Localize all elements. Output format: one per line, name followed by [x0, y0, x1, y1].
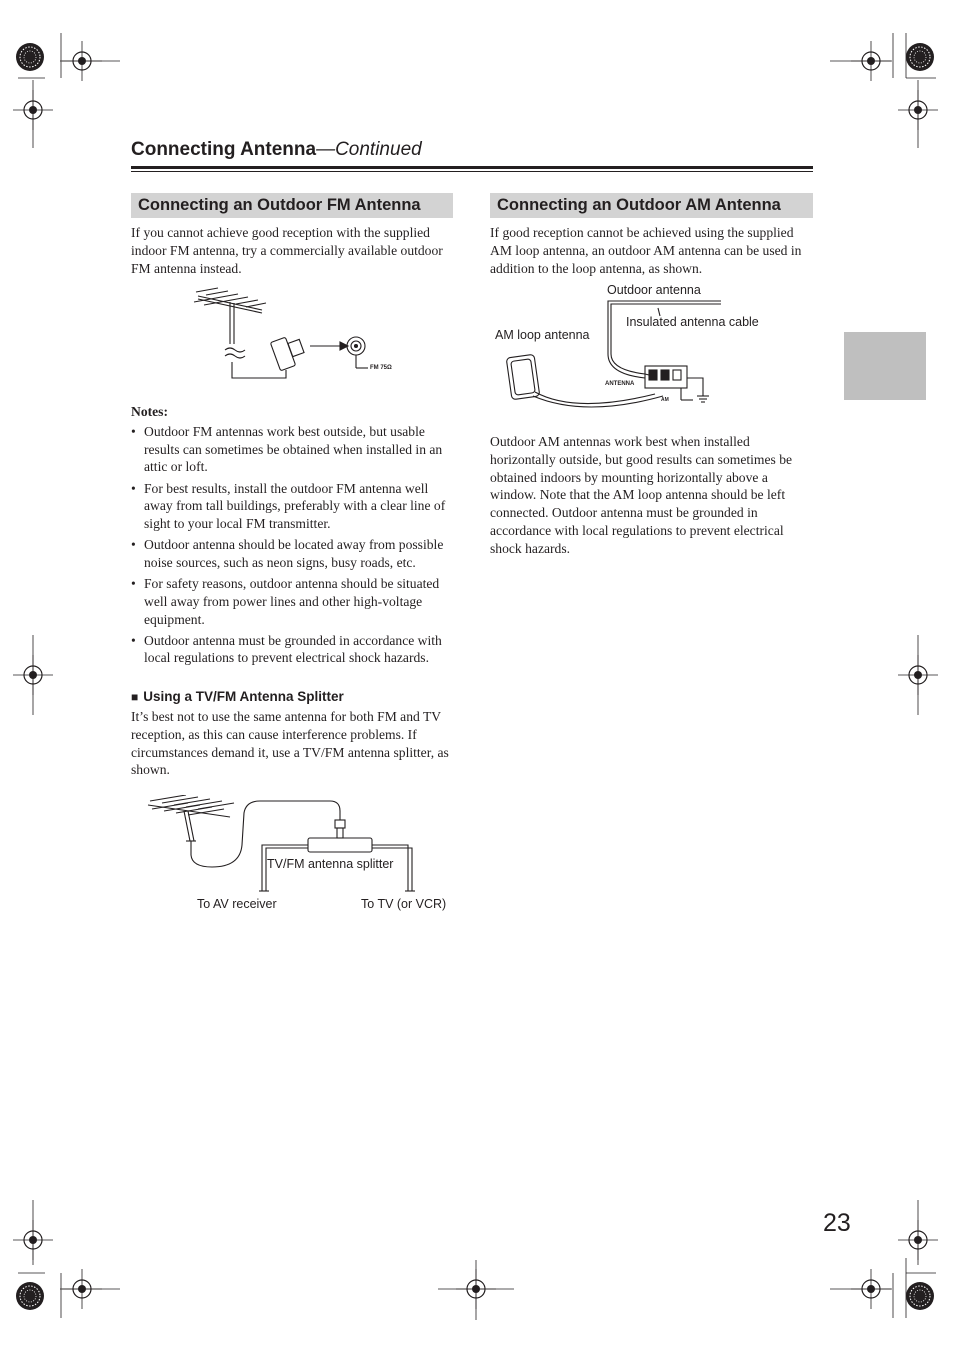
section-tab	[844, 332, 926, 400]
title-rule	[131, 166, 813, 169]
list-item: • For safety reasons, outdoor antenna should be situated well away from power lines and other high-voltage equipment.	[131, 575, 456, 628]
notes-list	[131, 423, 456, 671]
fm-section-heading: Connecting an Outdoor FM Antenna	[131, 193, 453, 218]
list-item: • Outdoor antenna must be grounded in accordance with local regulations to prevent electrical shock hazards.	[131, 632, 456, 667]
splitter-heading-text: Using a TV/FM Antenna Splitter	[143, 689, 344, 704]
list-item: • For best results, install the outdoor FM antenna well away from tall buildings, preferably with a clear line of sight to your local FM transmitter.	[131, 480, 456, 533]
splitter-heading	[131, 689, 344, 704]
splitter-label: TV/FM antenna splitter	[267, 857, 394, 871]
page-title-continued: —Continued	[316, 139, 422, 160]
title-rule-thin	[131, 171, 813, 172]
list-item: • Outdoor FM antennas work best outside, but usable results can sometimes be obtained when installed in an attic or loft.	[131, 423, 456, 476]
fm-jack-label: FM 75Ω	[370, 365, 392, 371]
to-av-label: To AV receiver	[197, 897, 277, 911]
page-number: 23	[823, 1209, 851, 1237]
page-title-text: Connecting Antenna	[131, 139, 317, 160]
terminal-antenna-label: ANTENNA	[605, 381, 635, 387]
notes-title: Notes:	[131, 404, 168, 419]
to-tv-label: To TV (or VCR)	[361, 897, 447, 911]
am-body-text: Outdoor AM antennas work best when installed horizontally outside, but good results can sometimes be obtained indoors by mounting horizontally above a window. Note that the AM loop antenna should be left connected. Outdoor antenna must be grounded in accordance with local regulations to prevent electrical shock hazards.	[490, 434, 793, 556]
page-title	[131, 139, 422, 161]
outdoor-antenna-label: Outdoor antenna	[607, 283, 701, 297]
am-section-heading: Connecting an Outdoor AM Antenna	[490, 193, 813, 218]
terminal-am-label: AM	[661, 397, 669, 403]
list-item: • Outdoor antenna should be located away from possible noise sources, such as neon signs, busy roads, etc.	[131, 536, 456, 571]
splitter-diagram	[140, 795, 430, 905]
am-intro-text: If good reception cannot be achieved using the supplied AM loop antenna, an outdoor AM antenna can be used in addition to the loop antenna, as shown.	[490, 225, 802, 276]
fm-intro-text: If you cannot achieve good reception with the supplied indoor FM antenna, try a commercially available outdoor FM antenna instead.	[131, 225, 443, 276]
loop-antenna-label: AM loop antenna	[495, 328, 590, 342]
insulated-cable-label: Insulated antenna cable	[626, 315, 759, 329]
am-antenna-diagram	[495, 296, 725, 414]
square-bullet-icon: ■	[131, 690, 139, 704]
splitter-text: It’s best not to use the same antenna for both FM and TV reception, as this can cause interference problems. If circumstances demand it, use a TV/FM antenna splitter, as shown.	[131, 709, 449, 778]
